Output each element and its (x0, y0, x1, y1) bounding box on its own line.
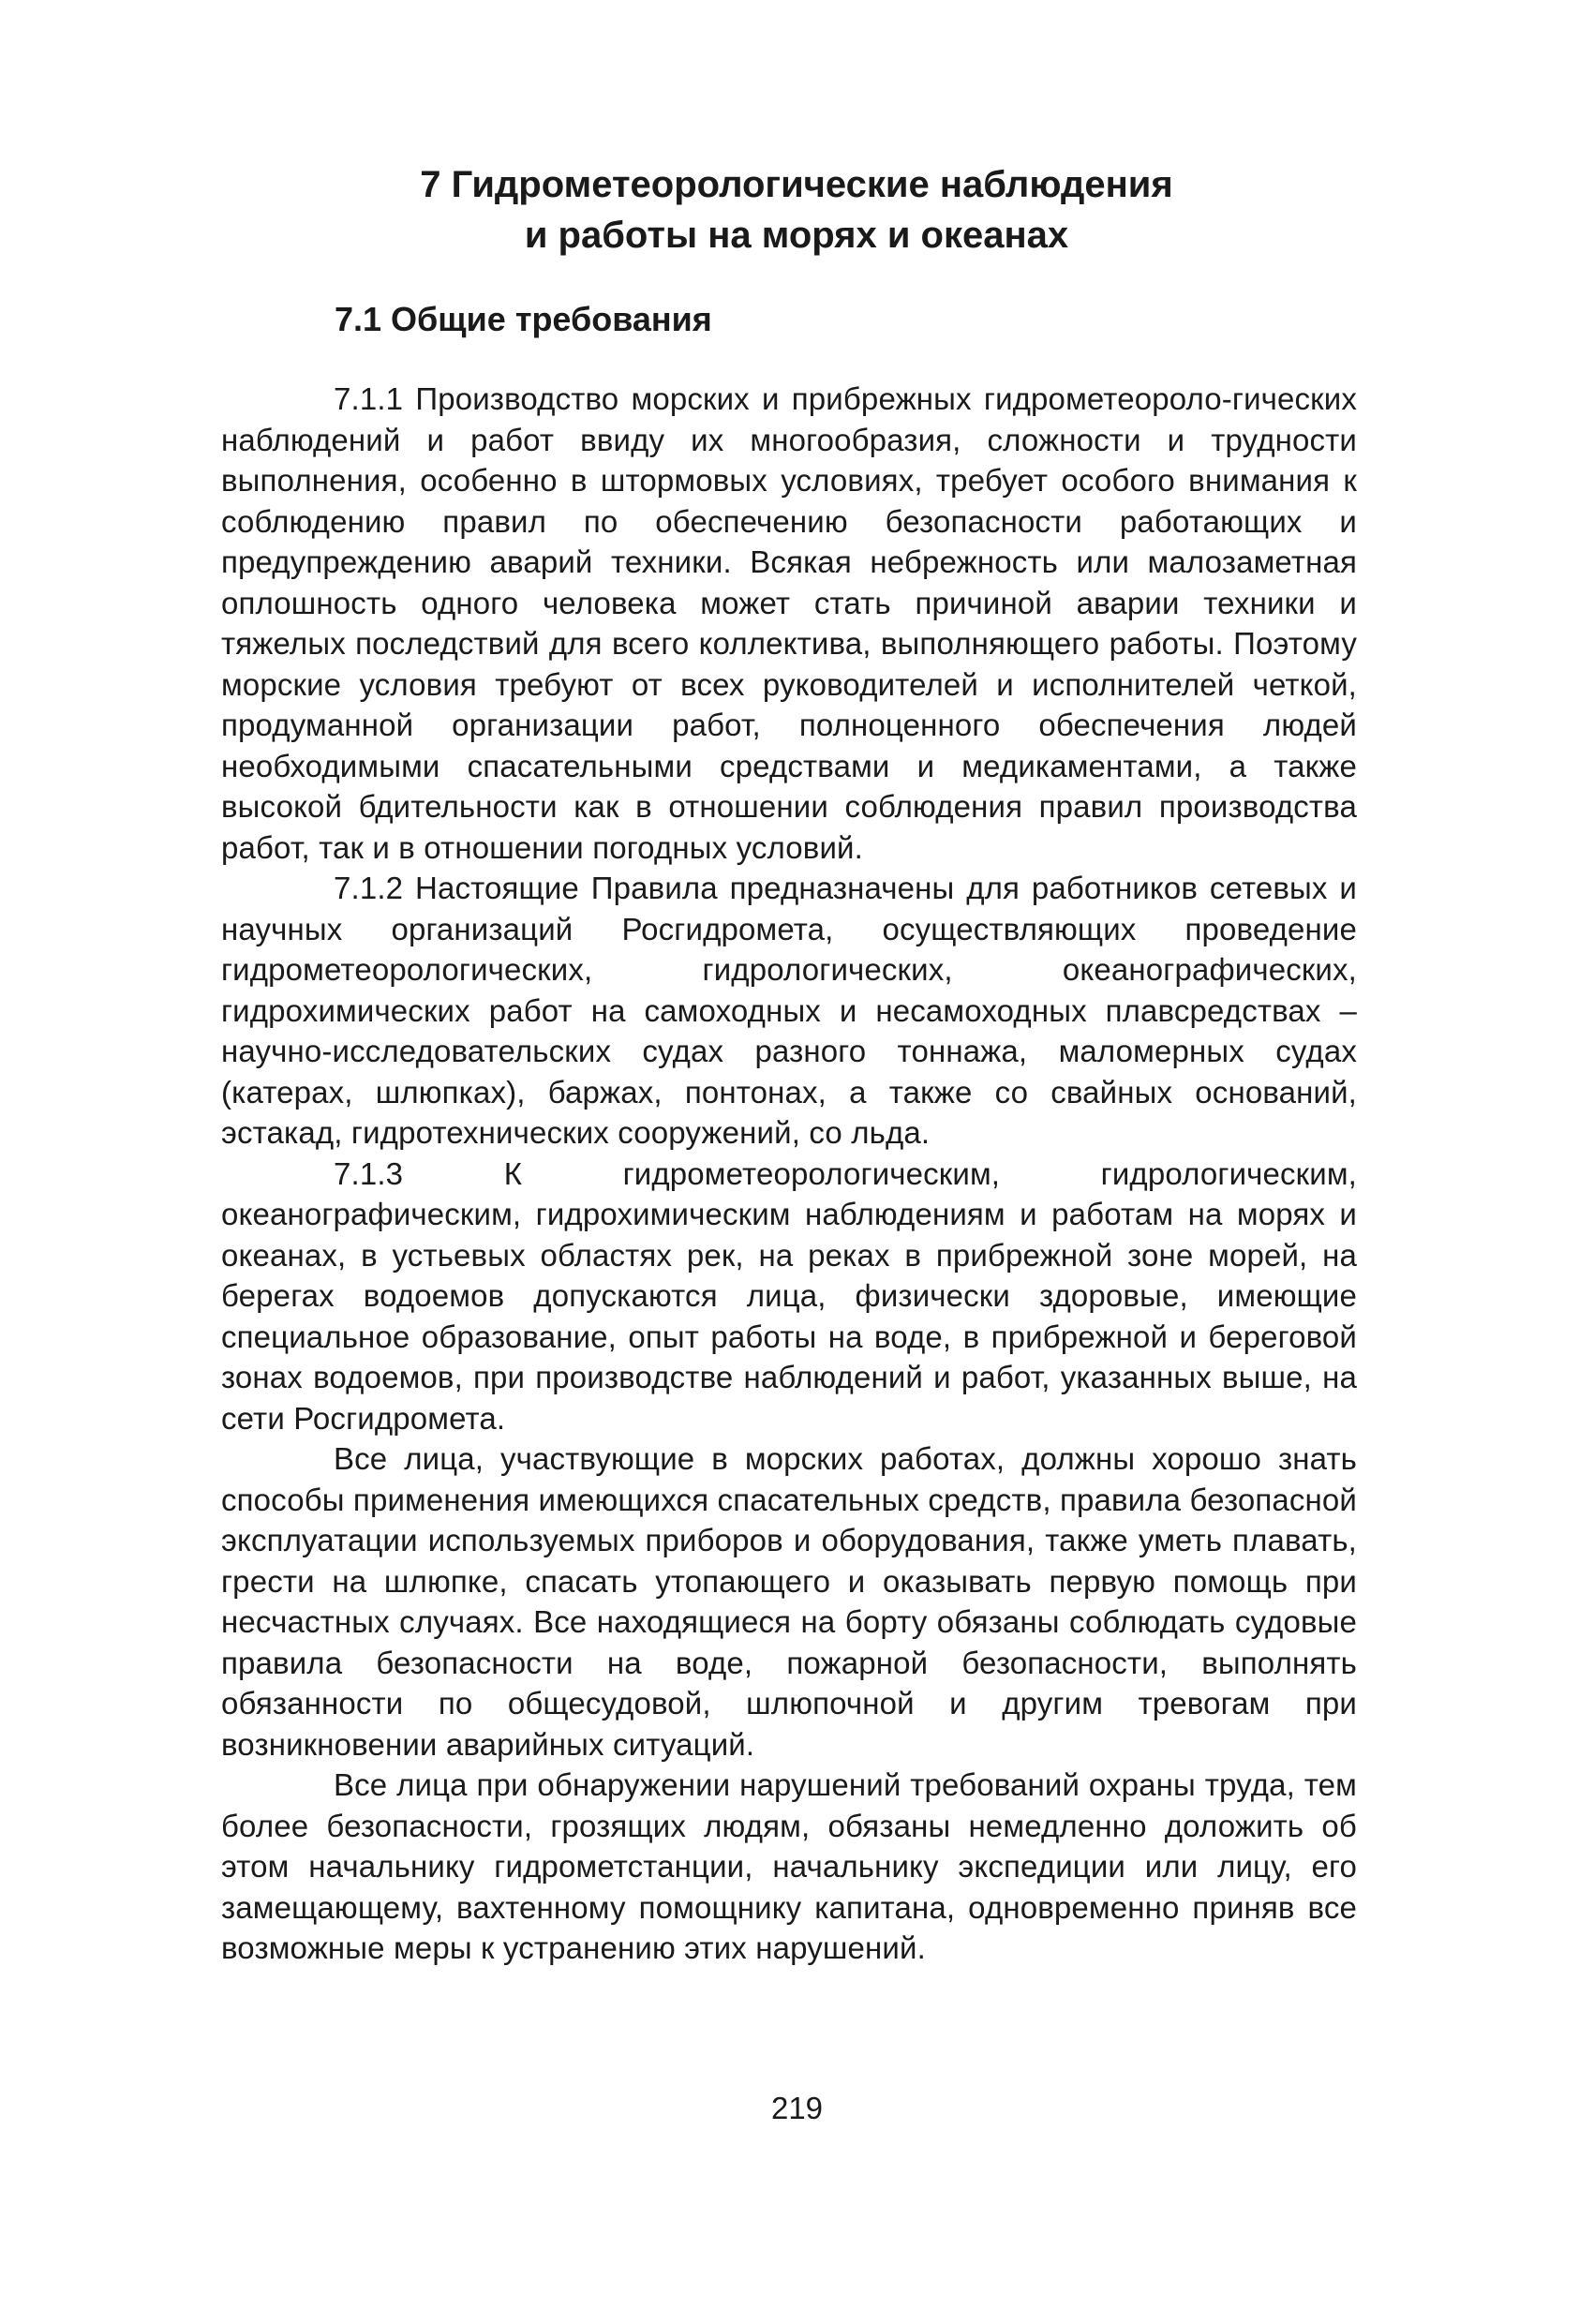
chapter-title-line-2: и работы на морях и океанах (524, 215, 1069, 256)
paragraph-all-persons-marine-work: Все лица, участвующие в морских работах, должны хорошо знать способы применения имеющихся спасательных средств, правила безопасной эксплуатации используемых приборов и оборудования, также уметь плавать, грести на шлюпке, спасать утопающего и оказывать первую помощь при несчастных случаях. Все находящиеся на борту обязаны соблюдать судовые правила безопасности на воде, пожарной безопасности, выполнять обязанности по общесудовой, шлюпочной и другим тревогам при возникновении аварийных ситуаций. (221, 1441, 1357, 1762)
page-number: 219 (770, 2091, 824, 2125)
paragraph-7-1-3: 7.1.3 К гидрометеорологическим, гидрологическим, океанографическим, гидрохимическим наблюдениям и работам на морях и океанах, в устьевых областях рек, на реках в прибрежной зоне морей, на берегах водоемов допускаются лица, физически здоровые, имеющие специальное образование, опыт работы на воде, в прибрежной и береговой зонах водоемов, при производстве наблюдений и работ, указанных выше, на сети Росгидромета. (221, 1155, 1357, 1436)
chapter-title-line-1: 7 Гидрометеорологические наблюдения (420, 164, 1173, 205)
chapter-title (221, 159, 1372, 261)
paragraph-all-persons-violations: Все лица при обнаружении нарушений требований охраны труда, тем более безопасности, грозящих людям, обязаны немедленно доложить об этом начальнику гидрометстанции, начальнику экспедиции или лицу, его замещающему, вахтенному помощнику капитана, одновременно приняв все возможные меры к устранению этих нарушений. (221, 1767, 1357, 1965)
paragraph-7-1-1: 7.1.1 Производство морских и прибрежных гидрометеороло-гических наблюдений и работ ввиду их многообразия, сложности и трудности выполнения, особенно в штормовых условиях, требует особого внимания к соблюдению правил по обеспечению безопасности работающих и предупреждению аварий техники. Всякая небрежность или малозаметная оплошность одного человека может стать причиной аварии техники и тяжелых последствий для всего коллектива, выполняющего работы. Поэтому морские условия требуют от всех руководителей и исполнителей четкой, продуманной организации работ, полноценного обеспечения людей необходимыми спасательными средствами и медикаментами, а также высокой бдительности как в отношении соблюдения правил производства работ, так и в отношении погодных условий. (221, 381, 1357, 865)
section-title: 7.1 Общие требования (335, 300, 712, 338)
body-text (221, 379, 1357, 1969)
paragraph-7-1-2: 7.1.2 Настоящие Правила предназначены для работников сетевых и научных организаций Росгидромета, осуществляющих проведение гидрометеорологических, гидрологических, океанографических, гидрохимических работ на самоходных и несамоходных плавсредствах – научно-исследовательских судах разного тоннажа, маломерных судах (катерах, шлюпках), баржах, понтонах, а также со свайных оснований, эстакад, гидротехнических сооружений, со льда. (221, 871, 1357, 1150)
